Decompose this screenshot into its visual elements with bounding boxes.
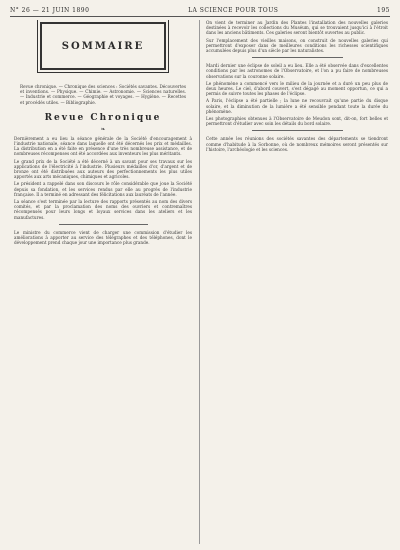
- article-paragraph: On vient de terminer au Jardin des Plantes l'installation des nouvelles galeries destinées à recevoir les collections du Muséum, qui se trouvaient jusqu'ici à l'étroit dans les anciens bâtiments. Ces galeries seront bientôt ouvertes au public.: [206, 20, 388, 36]
- sommaire-box: [40, 22, 166, 70]
- ornament: ❧: [100, 125, 106, 133]
- article-paragraph: Cette année les réunions des sociétés savantes des départements se tiendront comme d'habitude à la Sorbonne, où de nombreux mémoires seront présentés sur l'histoire, l'archéologie et les sciences.: [206, 136, 388, 152]
- publication-title: LA SCIENCE POUR TOUS: [188, 6, 279, 14]
- right-column: [206, 20, 388, 544]
- paragraph-separator: [252, 130, 343, 131]
- article-paragraph: Le phénomène a commencé vers le milieu de la journée et a duré un peu plus de deux heures. Le ciel, d'abord couvert, s'est dégagé au moment opportun, ce qui a permis de suivre toutes les phases de l'éclipse.: [206, 80, 388, 97]
- section-title: Revue Chronique: [44, 112, 162, 123]
- column-divider: [199, 20, 200, 544]
- article-paragraph: Le président a rappelé dans son discours le rôle considérable que joue la Société depuis sa fondation, et les services rendus par elle au progrès de l'industrie française. Il a terminé en adressant des félicitations aux lauréats de l'année.: [14, 181, 192, 197]
- paragraph-separator: [59, 224, 148, 225]
- article-paragraph: Sur l'emplacement des vieilles maisons, on construit de nouvelles galeries qui permettront d'exposer dans de meilleures conditions les richesses scientifiques accumulées depuis plus d'un siècle par les naturalistes.: [206, 37, 388, 54]
- paragraph-separator: [252, 57, 343, 58]
- article-paragraph: Les photographies obtenues à l'Observatoire de Meudon sont, dit-on, fort belles et permettront d'étudier avec soin les détails du bord solaire.: [206, 116, 388, 127]
- sommaire-title: SOMMAIRE: [61, 40, 145, 52]
- article-paragraph: A Paris, l'éclipse a été partielle ; la lune ne recouvrait qu'une partie du disque solaire, et la diminution de la lumière a été sensible pendant toute la durée du phénomène.: [206, 98, 388, 114]
- article-paragraph: Le ministre du commerce vient de charger une commission d'étudier les améliorations à apporter au service des télégraphes et des téléphones, dont le développement prend chaque jour une importance plus grande.: [14, 229, 192, 246]
- article-paragraph: Dernièrement a eu lieu la séance générale de la Société d'encouragement à l'industrie nationale, séance dans laquelle ont été décernés les prix et médailles. La distribution en a été faite en présence d'une très nombreuse assistance, et de nombreuses récompenses ont été accordées aux inventeurs les plus méritants.: [14, 135, 192, 157]
- issue-number: N° 26 — 21 JUIN 1890: [10, 6, 90, 14]
- article-paragraph: Mardi dernier une éclipse de soleil a eu lieu. Elle a été observée dans d'excellentes conditions par les astronomes de l'Observatoire, et l'on a pu faire de nombreuses observations sur la couronne solaire.: [206, 63, 388, 79]
- page-header: [10, 4, 390, 17]
- article-paragraph: Le grand prix de la Société a été décerné à un savant pour ses travaux sur les applications de l'électricité à l'industrie. Plusieurs médailles d'or, d'argent et de bronze ont été distribuées aux auteurs des perfectionnements les plus utiles apportés aux arts mécaniques, chimiques et agricoles.: [14, 158, 192, 180]
- article-paragraph: La séance s'est terminée par la lecture des rapports présentés au nom des divers comités, et par la proclamation des noms des ouvriers et contremaîtres récompensés pour leurs longs et loyaux services dans les ateliers et les manufactures.: [14, 199, 192, 220]
- sommaire-text: Revue chronique. — Chronique des sciences : Sociétés savantes. Découvertes et inventions. — Physique. — Chimie. — Astronomie. — Sciences naturelles. — Industrie et commerce. — Géographie et voyages. — Hygiène. — Recettes et procédés utiles. — Bibliographie.: [20, 84, 186, 105]
- page-number: 195: [377, 6, 390, 14]
- left-column: [14, 20, 192, 544]
